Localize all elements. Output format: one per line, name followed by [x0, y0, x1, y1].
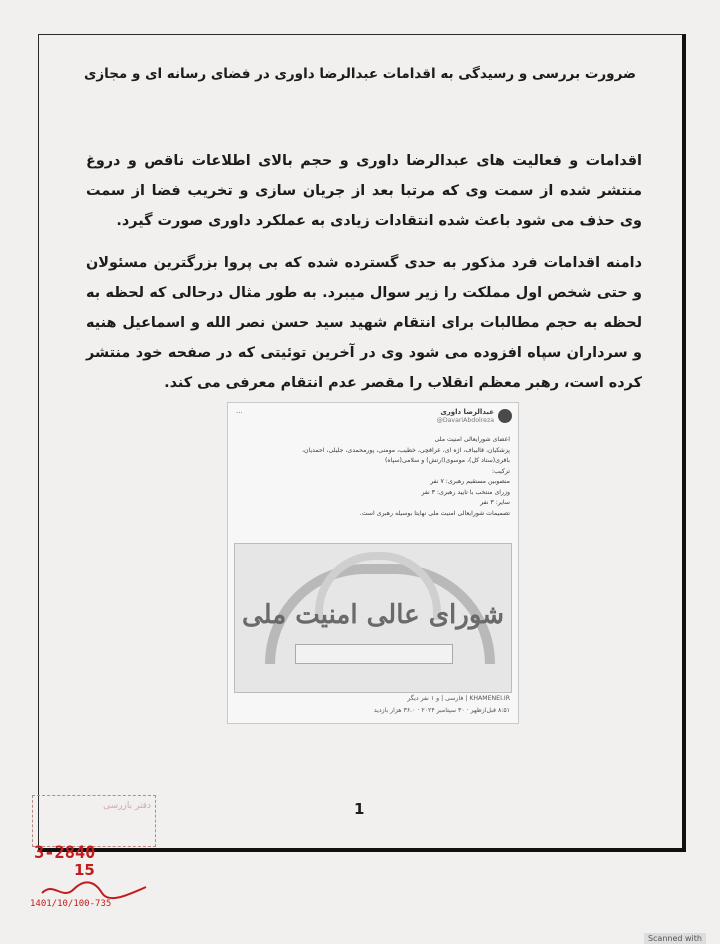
- tweet-line: ترکیب:: [491, 467, 510, 475]
- page-number: 1: [354, 800, 365, 818]
- tweet-line: اعضای شورایعالی امنیت ملی: [434, 436, 510, 443]
- signature-icon: [40, 879, 150, 901]
- tweet-line: منصوبین مستقیم رهبری: ۷ نفر: [430, 478, 510, 485]
- tweet-screenshot: [227, 402, 519, 724]
- tweet-line: باقری(ستاد کل)، موسوی(ارتش) و سلامی(سپاه): [384, 457, 510, 464]
- card-heading: شورای عالی امنیت ملی: [241, 600, 505, 630]
- stamp-box: دفتر بازرسی: [32, 795, 156, 847]
- avatar: [498, 409, 512, 423]
- tweet-line: تصمیمات شورایعالی امنیت ملی نهایتا بوسیله رهبری است.: [359, 509, 510, 517]
- tweet-line: وزرای منتخب با تایید رهبری: ۳ نفر: [421, 488, 510, 496]
- tweet-line: سایر: ۳ نفر: [480, 499, 510, 506]
- document-title: ضرورت بررسی و رسیدگی به اقدامات عبدالرضا داوری در فضای رسانه ای و مجازی: [83, 66, 637, 82]
- more-options-icon: ···: [236, 409, 243, 417]
- stamp-number: 3-2840: [34, 843, 96, 863]
- scanner-tag: Scanned with: [644, 933, 706, 944]
- stamp-subnumber: 15: [74, 861, 95, 879]
- card-banner: [295, 644, 453, 664]
- paragraph-2: دامنه اقدامات فرد مذکور به حدی گسترده شده که بی پروا بزرگترین مسئولان و حتی شخص اول مملکت را زیر سوال میبرد. به طور مثال درحالی که لحظه به لحظه به حجم مطالبات برای انتقام شهید سید حسن نصر الله و اسماعیل هنیه و سرداران سپاه افزوده می شود وی در آخرین توئیتی که در صفحه خود منتشر کرده است، رهبر معظم انقلاب را مقصر عدم انتقام معرفی می کند.: [86, 255, 642, 391]
- tweet-source: KHAMENEI.IR | فارسی | و ۱ نفر دیگر: [407, 695, 510, 702]
- tweet-line: پزشکیان، قالیباف، اژه ای، عراقچی، خطیب، مومنی، پورمحمدی، جلیلی، احمدیان،: [302, 446, 510, 454]
- paragraph-1: اقدامات و فعالیت های عبدالرضا داوری و حجم بالای اطلاعات ناقص و دروغ منتشر شده از سمت وی که مرتبا بعد از جریان سازی و تخریب فضا از سمت وی حذف می شود باعث شده انتقادات زیادی به عملکرد داوری صورت گیرد.: [86, 153, 642, 229]
- tweet-author-name: عبدالرضا داوری: [440, 408, 494, 416]
- tweet-body: [238, 435, 510, 519]
- tweet-author-handle: @DavariAbdolreza: [436, 417, 494, 424]
- registration-stamp: [26, 795, 166, 913]
- tweet-image-card: [234, 543, 512, 693]
- stamp-date: 1401/10/100-735: [30, 899, 112, 909]
- tweet-meta: ۸:۵۱ قبل‌ازظهر · ۳۰ سپتامبر ۲۰۲۴ · ۳۶.۰ هزار بازدید: [373, 707, 510, 714]
